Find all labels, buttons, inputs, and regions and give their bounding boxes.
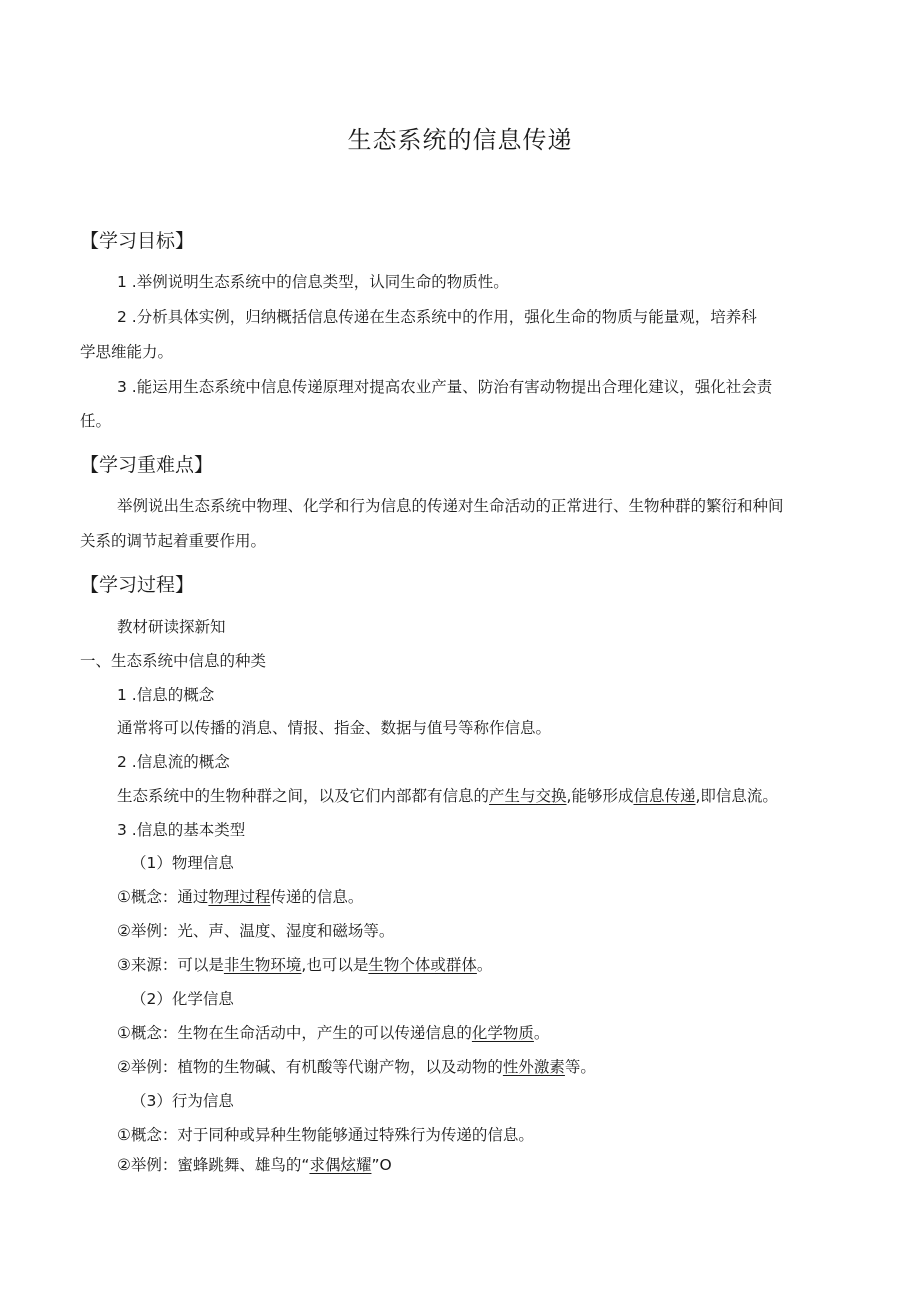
- info-flow-title: 2 .信息流的概念: [117, 753, 230, 771]
- goal-item-3-line1: 3 .能运用生态系统中信息传递原理对提高农业产量、防治有害动物提出合理化建议，强化社会责: [117, 378, 773, 396]
- chemical-info-concept: ①概念：生物在生命活动中，产生的可以传递信息的化学物质。: [117, 1024, 550, 1042]
- physical-info-title: （1）物理信息: [131, 854, 234, 872]
- goal-item-2-line1: 2 .分析具体实例，归纳概括信息传递在生态系统中的作用，强化生命的物质与能量观，培养科: [117, 308, 757, 326]
- physical-info-source: ③来源：可以是非生物环境,也可以是生物个体或群体。: [117, 956, 493, 974]
- chemical-info-title: （2）化学信息: [131, 990, 234, 1008]
- info-flow-text: 生态系统中的生物种群之间，以及它们内部都有信息的产生与交换,能够形成信息传递,即信息流。: [117, 787, 778, 805]
- chemical-info-example: ②举例：植物的生物碱、有机酸等代谢产物，以及动物的性外激素等。: [117, 1058, 596, 1076]
- behavior-info-concept: ①概念：对于同种或异种生物能够通过特殊行为传递的信息。: [117, 1126, 534, 1144]
- info-concept-text: 通常将可以传播的消息、情报、指金、数据与值号等称作信息。: [117, 719, 552, 737]
- info-concept-title: 1 .信息的概念: [117, 686, 215, 704]
- physical-info-example: ②举例：光、声、温度、湿度和磁场等。: [117, 922, 395, 940]
- goal-item-3-line2: 任。: [80, 412, 112, 430]
- info-types-title: 3 .信息的基本类型: [117, 821, 246, 839]
- key-points-line2: 关系的调节起着重要作用。: [80, 532, 267, 550]
- page-title: 生态系统的信息传递: [347, 126, 573, 154]
- process-subtitle: 教材研读探新知: [117, 618, 226, 636]
- physical-info-concept: ①概念：通过物理过程传递的信息。: [117, 888, 364, 906]
- part1-title: 一、生态系统中信息的种类: [80, 652, 267, 670]
- goal-item-1: 1 .举例说明生态系统中的信息类型，认同生命的物质性。: [117, 273, 509, 291]
- key-points-line1: 举例说出生态系统中物理、化学和行为信息的传递对生命活动的正常进行、生物种群的繁衍和种间: [117, 497, 784, 515]
- goals-heading: 【学习目标】: [80, 230, 195, 252]
- goal-item-2-line2: 学思维能力。: [80, 343, 174, 361]
- behavior-info-title: （3）行为信息: [131, 1092, 234, 1110]
- process-heading: 【学习过程】: [80, 574, 195, 596]
- behavior-info-example: ②举例：蜜蜂跳舞、雄鸟的“求偶炫耀”O: [117, 1156, 392, 1174]
- key-points-heading: 【学习重难点】: [80, 454, 214, 476]
